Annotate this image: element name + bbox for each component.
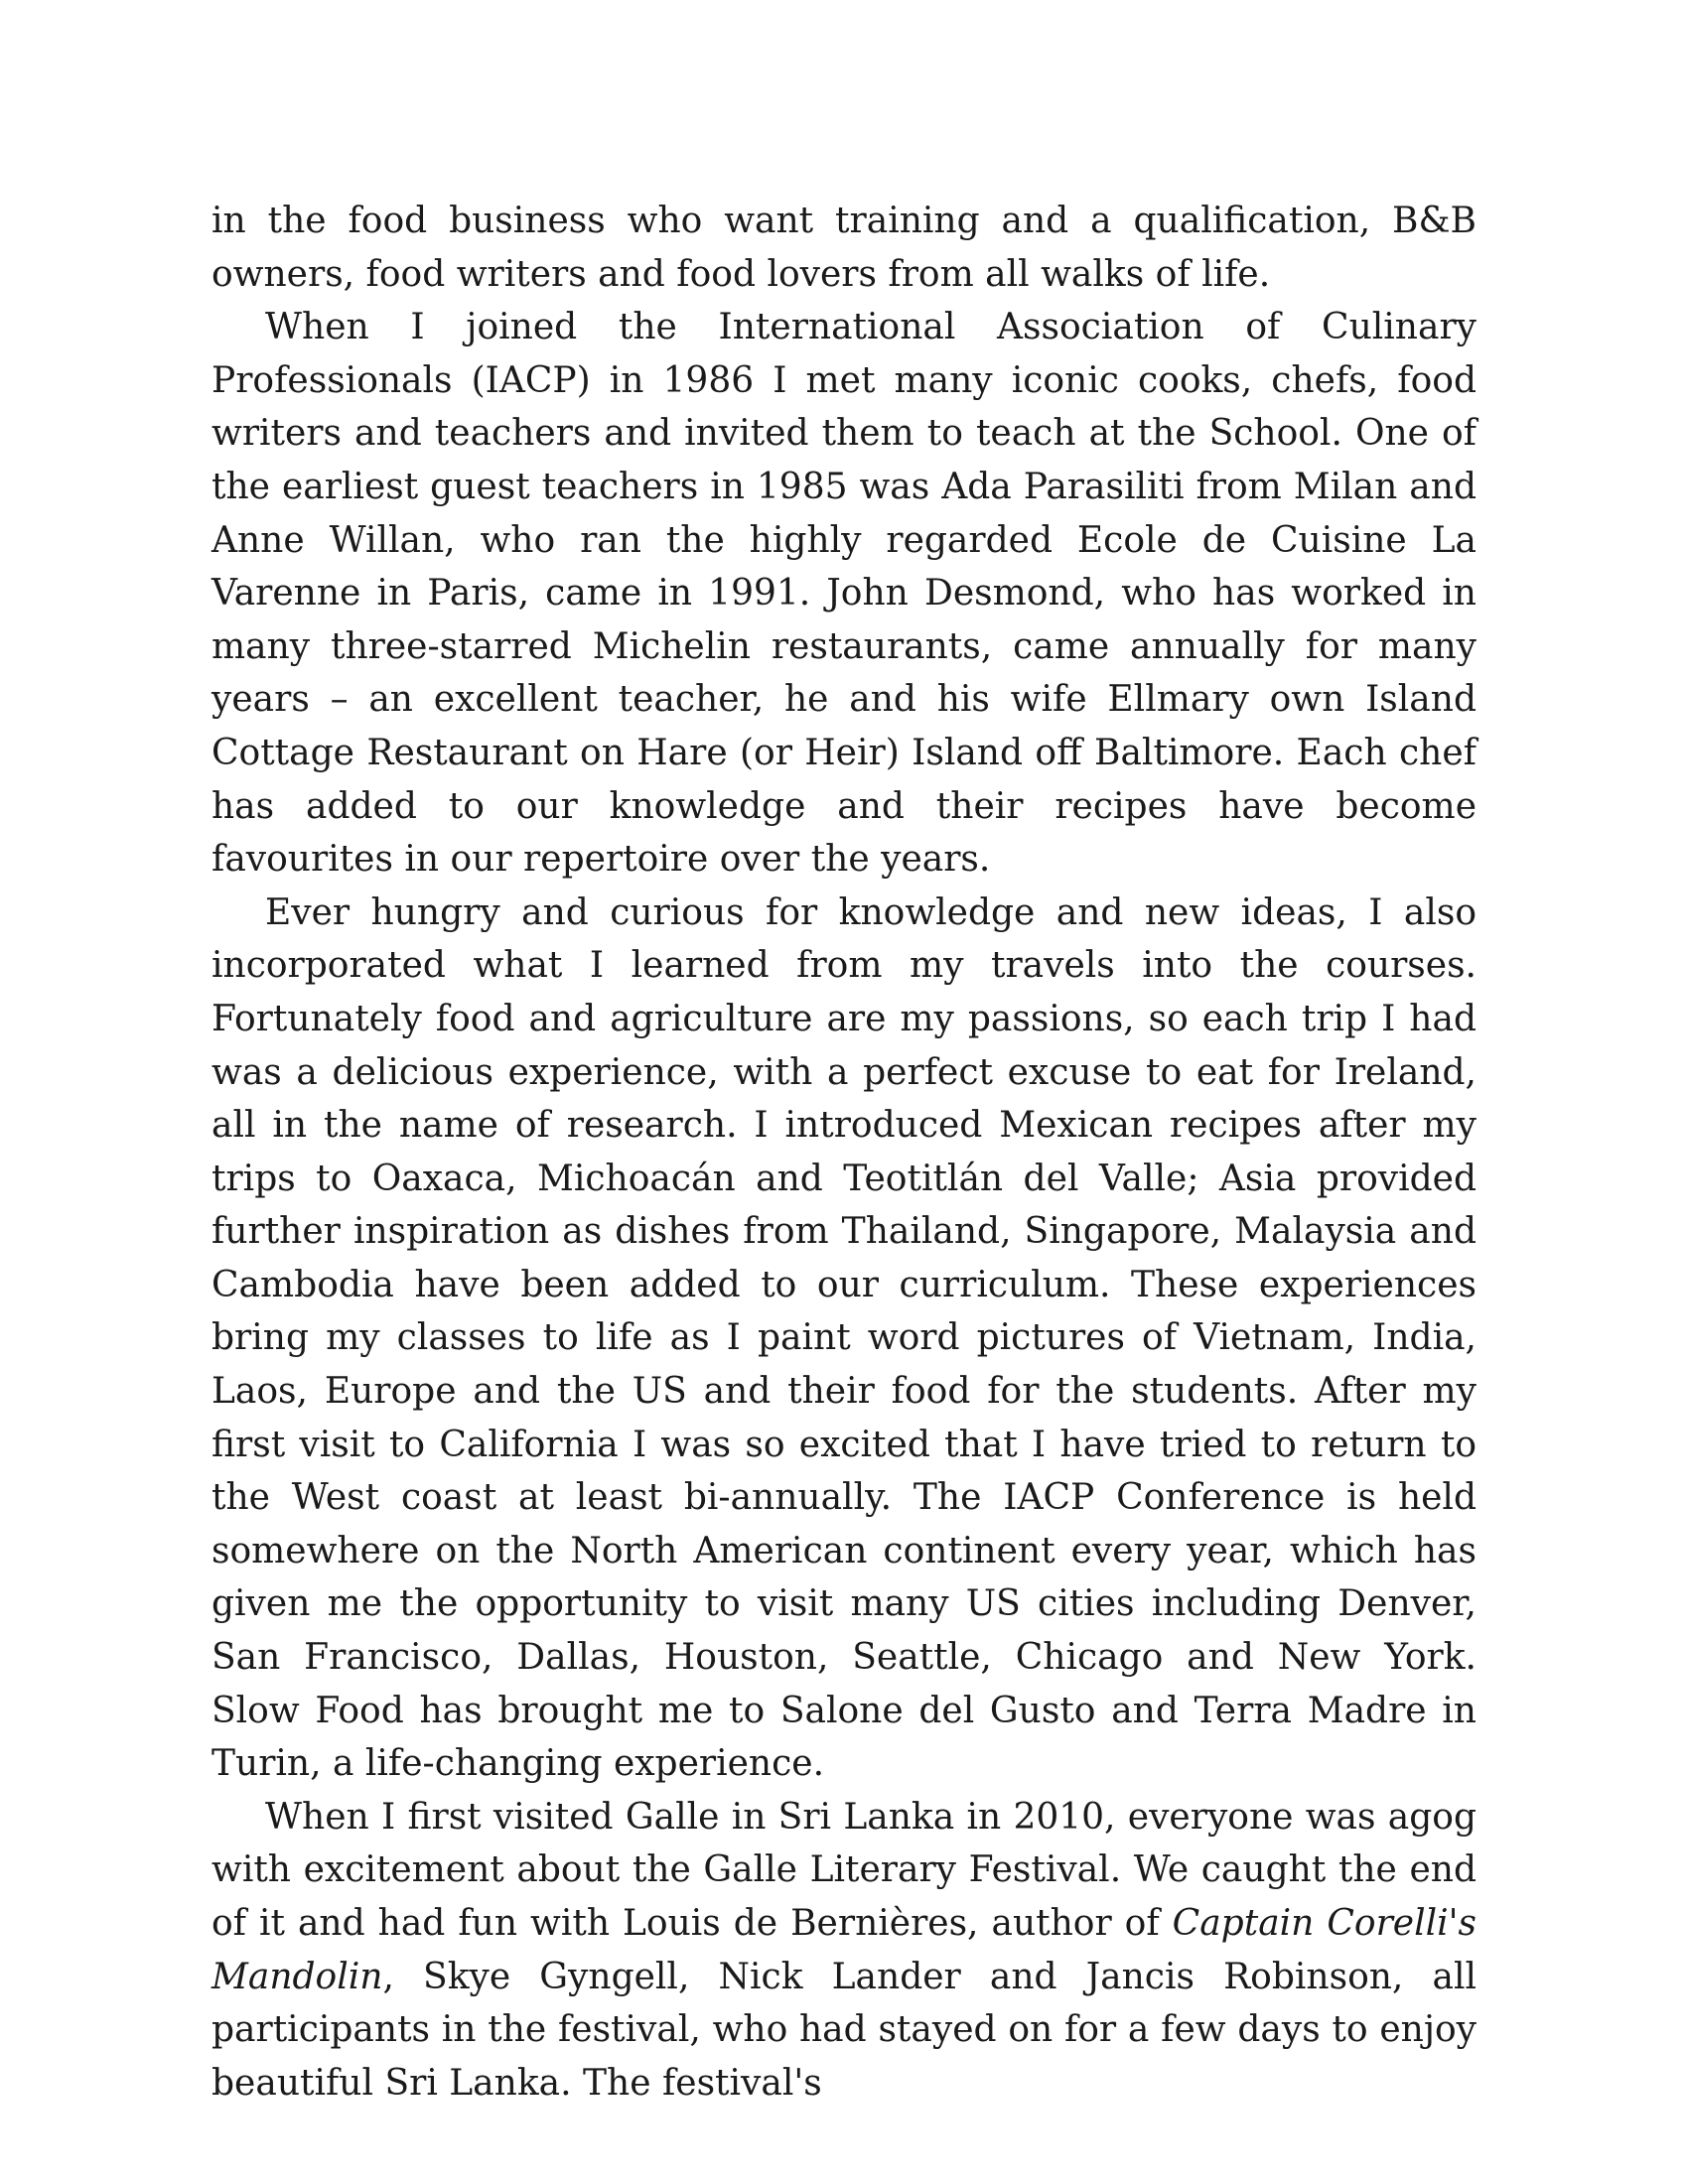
paragraph-1: in the food business who want training and a qualification, B&B owners, food writers and food lovers from all walks of life. bbox=[211, 201, 1477, 295]
paragraph-4 bbox=[211, 1791, 1477, 2111]
page-body bbox=[211, 195, 1477, 2110]
paragraph-3: Ever hungry and curious for knowledge and new ideas, I also incorporated what I learned from my travels into the courses. Fortunately food and agriculture are my passions, so each trip I had was a delicious experience, with a perfect excuse to eat for Ireland, all in the name of research. I introduced Mexican recipes after my trips to Oaxaca, Michoacán and Teotitlán del Valle; Asia provided further inspiration as dishes from Thailand, Singapore, Malaysia and Cambodia have been added to our curriculum. These experiences bring my classes to life as I paint word pictures of Vietnam, India, Laos, Europe and the US and their food for the students. After my first visit to California I was so excited that I have tried to return to the West coast at least bi-annually. The IACP Conference is held somewhere on the North American continent every year, which has given me the opportunity to visit many US cities including Denver, San Francisco, Dallas, Houston, Seattle, Chicago and New York. Slow Food has brought me to Salone del Gusto and Terra Madre in Turin, a life-changing experience. bbox=[211, 891, 1477, 1785]
paragraph-4-text-after: , Skye Gyngell, Nick Lander and Jancis Robinson, all participants in the festival, who had stayed on for a few days to enjoy beautiful Sri Lanka. The festival's bbox=[211, 1956, 1477, 2104]
paragraph-4-text-before: When I first visited Galle in Sri Lanka in 2010, everyone was agog with excitement about the Galle Literary Festival. We caught the end of it and had fun with Louis de Bernières, author of bbox=[211, 1796, 1477, 1944]
book-title-italic: Captain Corelli's Mandolin bbox=[211, 1903, 1477, 1997]
paragraph-2: When I joined the International Association of Culinary Professionals (IACP) in 1986 I met many iconic cooks, chefs, food writers and teachers and invited them to teach at the School. One of the earliest guest teachers in 1985 was Ada Parasiliti from Milan and Anne Willan, who ran the highly regarded Ecole de Cuisine La Varenne in Paris, came in 1991. John Desmond, who has worked in many three-starred Michelin restaurants, came annually for many years – an excellent teacher, he and his wife Ellmary own Island Cottage Restaurant on Hare (or Heir) Island off Baltimore. Each chef has added to our knowledge and their recipes have become favourites in our repertoire over the years. bbox=[211, 307, 1477, 881]
